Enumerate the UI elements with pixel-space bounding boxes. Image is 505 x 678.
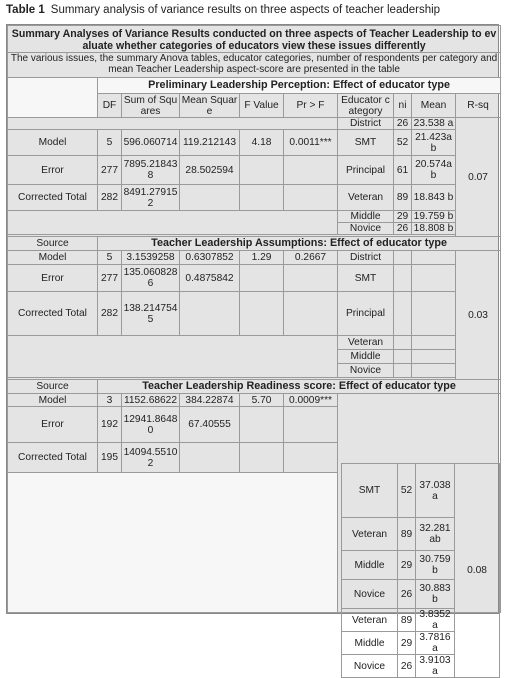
category-name: Novice	[342, 580, 398, 609]
category-n: 26	[398, 580, 416, 609]
section2-rsq: 0.03	[456, 251, 501, 380]
total-ss: 8491.279152	[122, 185, 180, 211]
category-name: SMT	[342, 464, 398, 518]
category-name: District	[338, 118, 394, 130]
model-label: Model	[8, 394, 98, 407]
category-name: SMT	[338, 265, 394, 292]
category-name: Veteran	[338, 336, 394, 350]
category-name: Veteran	[342, 518, 398, 551]
error-ss: 12941.86480	[122, 407, 180, 443]
total-df: 282	[98, 292, 122, 336]
model-ss: 3.1539258	[122, 251, 180, 265]
col-mean-header: Mean	[412, 94, 456, 118]
error-df: 277	[98, 156, 122, 185]
model-label: Model	[8, 251, 98, 265]
error-ss: 7895.218438	[122, 156, 180, 185]
category-n: 29	[398, 551, 416, 580]
category-mean: 18.808 b	[412, 223, 456, 235]
category-n: 26	[394, 223, 412, 235]
model-ms: 0.6307852	[180, 251, 240, 265]
model-df: 3	[98, 394, 122, 407]
caption-text: Summary analysis of variance results on three aspects of teacher leadership	[50, 4, 441, 16]
section3-source-label: Source	[8, 380, 98, 394]
table-caption	[6, 4, 440, 16]
category-mean: 30.759 b	[416, 551, 455, 580]
error-ms: 67.40555	[180, 407, 240, 443]
category-name: District	[338, 251, 394, 265]
error-label: Error	[8, 156, 98, 185]
error-ss: 135.0608286	[122, 265, 180, 292]
error-ms: 0.4875842	[180, 265, 240, 292]
category-name: Middle	[338, 211, 394, 223]
error-df: 192	[98, 407, 122, 443]
category-name: Principal	[338, 156, 394, 185]
category-n: 89	[398, 609, 416, 632]
col-f-header: F Value	[240, 94, 284, 118]
model-ms: 384.22874	[180, 394, 240, 407]
category-mean: 21.423a b	[412, 130, 456, 156]
col-df-header: DF	[98, 94, 122, 118]
section2-title: Teacher Leadership Assumptions: Effect of educator type	[98, 237, 501, 251]
category-n: 61	[394, 156, 412, 185]
col-n-header: ni	[394, 94, 412, 118]
category-name: Veteran	[342, 609, 398, 632]
error-ms: 28.502594	[180, 156, 240, 185]
section3-categories	[341, 463, 499, 677]
section3-title: Teacher Leadership Readiness score: Effect of educator type	[98, 380, 501, 394]
category-n: 52	[394, 130, 412, 156]
category-mean: 3.8352a	[416, 609, 455, 632]
caption-label: Table 1	[6, 4, 45, 16]
category-name: Middle	[338, 350, 394, 364]
anova-table	[6, 24, 499, 677]
category-n: 26	[394, 118, 412, 130]
model-p: 0.0009***	[284, 394, 338, 407]
category-name: Novice	[338, 223, 394, 235]
category-name: Veteran	[338, 185, 394, 211]
col-p-header: Pr > F	[284, 94, 338, 118]
category-n: 29	[394, 211, 412, 223]
category-name: Novice	[342, 655, 398, 678]
error-label: Error	[8, 265, 98, 292]
category-n: 29	[398, 632, 416, 655]
category-mean: 37.038 a	[416, 464, 455, 518]
category-n: 26	[398, 655, 416, 678]
section3-rsq: 0.08	[455, 464, 500, 678]
section1-title: Preliminary Leadership Perception: Effect of educator type	[98, 78, 501, 94]
category-mean: 3.7816a	[416, 632, 455, 655]
category-name: Middle	[342, 632, 398, 655]
total-df: 195	[98, 443, 122, 473]
total-label: Corrected Total	[8, 443, 98, 473]
summary-title: Summary Analyses of Variance Results conducted on three aspects of Teacher Leadership to evaluate whether categories of educators view these issues differently	[8, 26, 501, 53]
error-df: 277	[98, 265, 122, 292]
category-mean: 18.843 b	[412, 185, 456, 211]
model-ss: 596.060714	[122, 130, 180, 156]
category-name: Middle	[342, 551, 398, 580]
category-mean: 30.883 b	[416, 580, 455, 609]
category-mean: 19.759 b	[412, 211, 456, 223]
total-label: Corrected Total	[8, 292, 98, 336]
category-name: SMT	[338, 130, 394, 156]
section1-rsq: 0.07	[456, 118, 501, 237]
category-name: Principal	[338, 292, 394, 336]
category-mean: 3.9103a	[416, 655, 455, 678]
model-label: Model	[8, 130, 98, 156]
category-name: Novice	[338, 364, 394, 378]
col-ms-header: Mean Square	[180, 94, 240, 118]
model-p: 0.2667	[284, 251, 338, 265]
model-df: 5	[98, 130, 122, 156]
total-ss: 138.2147545	[122, 292, 180, 336]
model-ms: 119.212143	[180, 130, 240, 156]
model-f: 5.70	[240, 394, 284, 407]
category-mean: 32.281 ab	[416, 518, 455, 551]
model-f: 4.18	[240, 130, 284, 156]
model-f: 1.29	[240, 251, 284, 265]
col-rsq-header: R-sq	[456, 94, 501, 118]
category-mean: 23.538 a	[412, 118, 456, 130]
category-n: 89	[398, 518, 416, 551]
category-mean: 20.574a b	[412, 156, 456, 185]
model-df: 5	[98, 251, 122, 265]
model-p: 0.0011***	[284, 130, 338, 156]
error-label: Error	[8, 407, 98, 443]
total-label: Corrected Total	[8, 185, 98, 211]
model-ss: 1152.68622	[122, 394, 180, 407]
summary-description: The various issues, the summary Anova tables, educator categories, number of respondents per category and mean Teacher Leadership aspect-score are presented in the table	[8, 53, 501, 78]
col-cat-header: Educator category	[338, 94, 394, 118]
total-ss: 14094.55102	[122, 443, 180, 473]
section2-source-label: Source	[8, 237, 98, 251]
category-n: 52	[398, 464, 416, 518]
total-df: 282	[98, 185, 122, 211]
category-n: 89	[394, 185, 412, 211]
col-ss-header: Sum of Squares	[122, 94, 180, 118]
